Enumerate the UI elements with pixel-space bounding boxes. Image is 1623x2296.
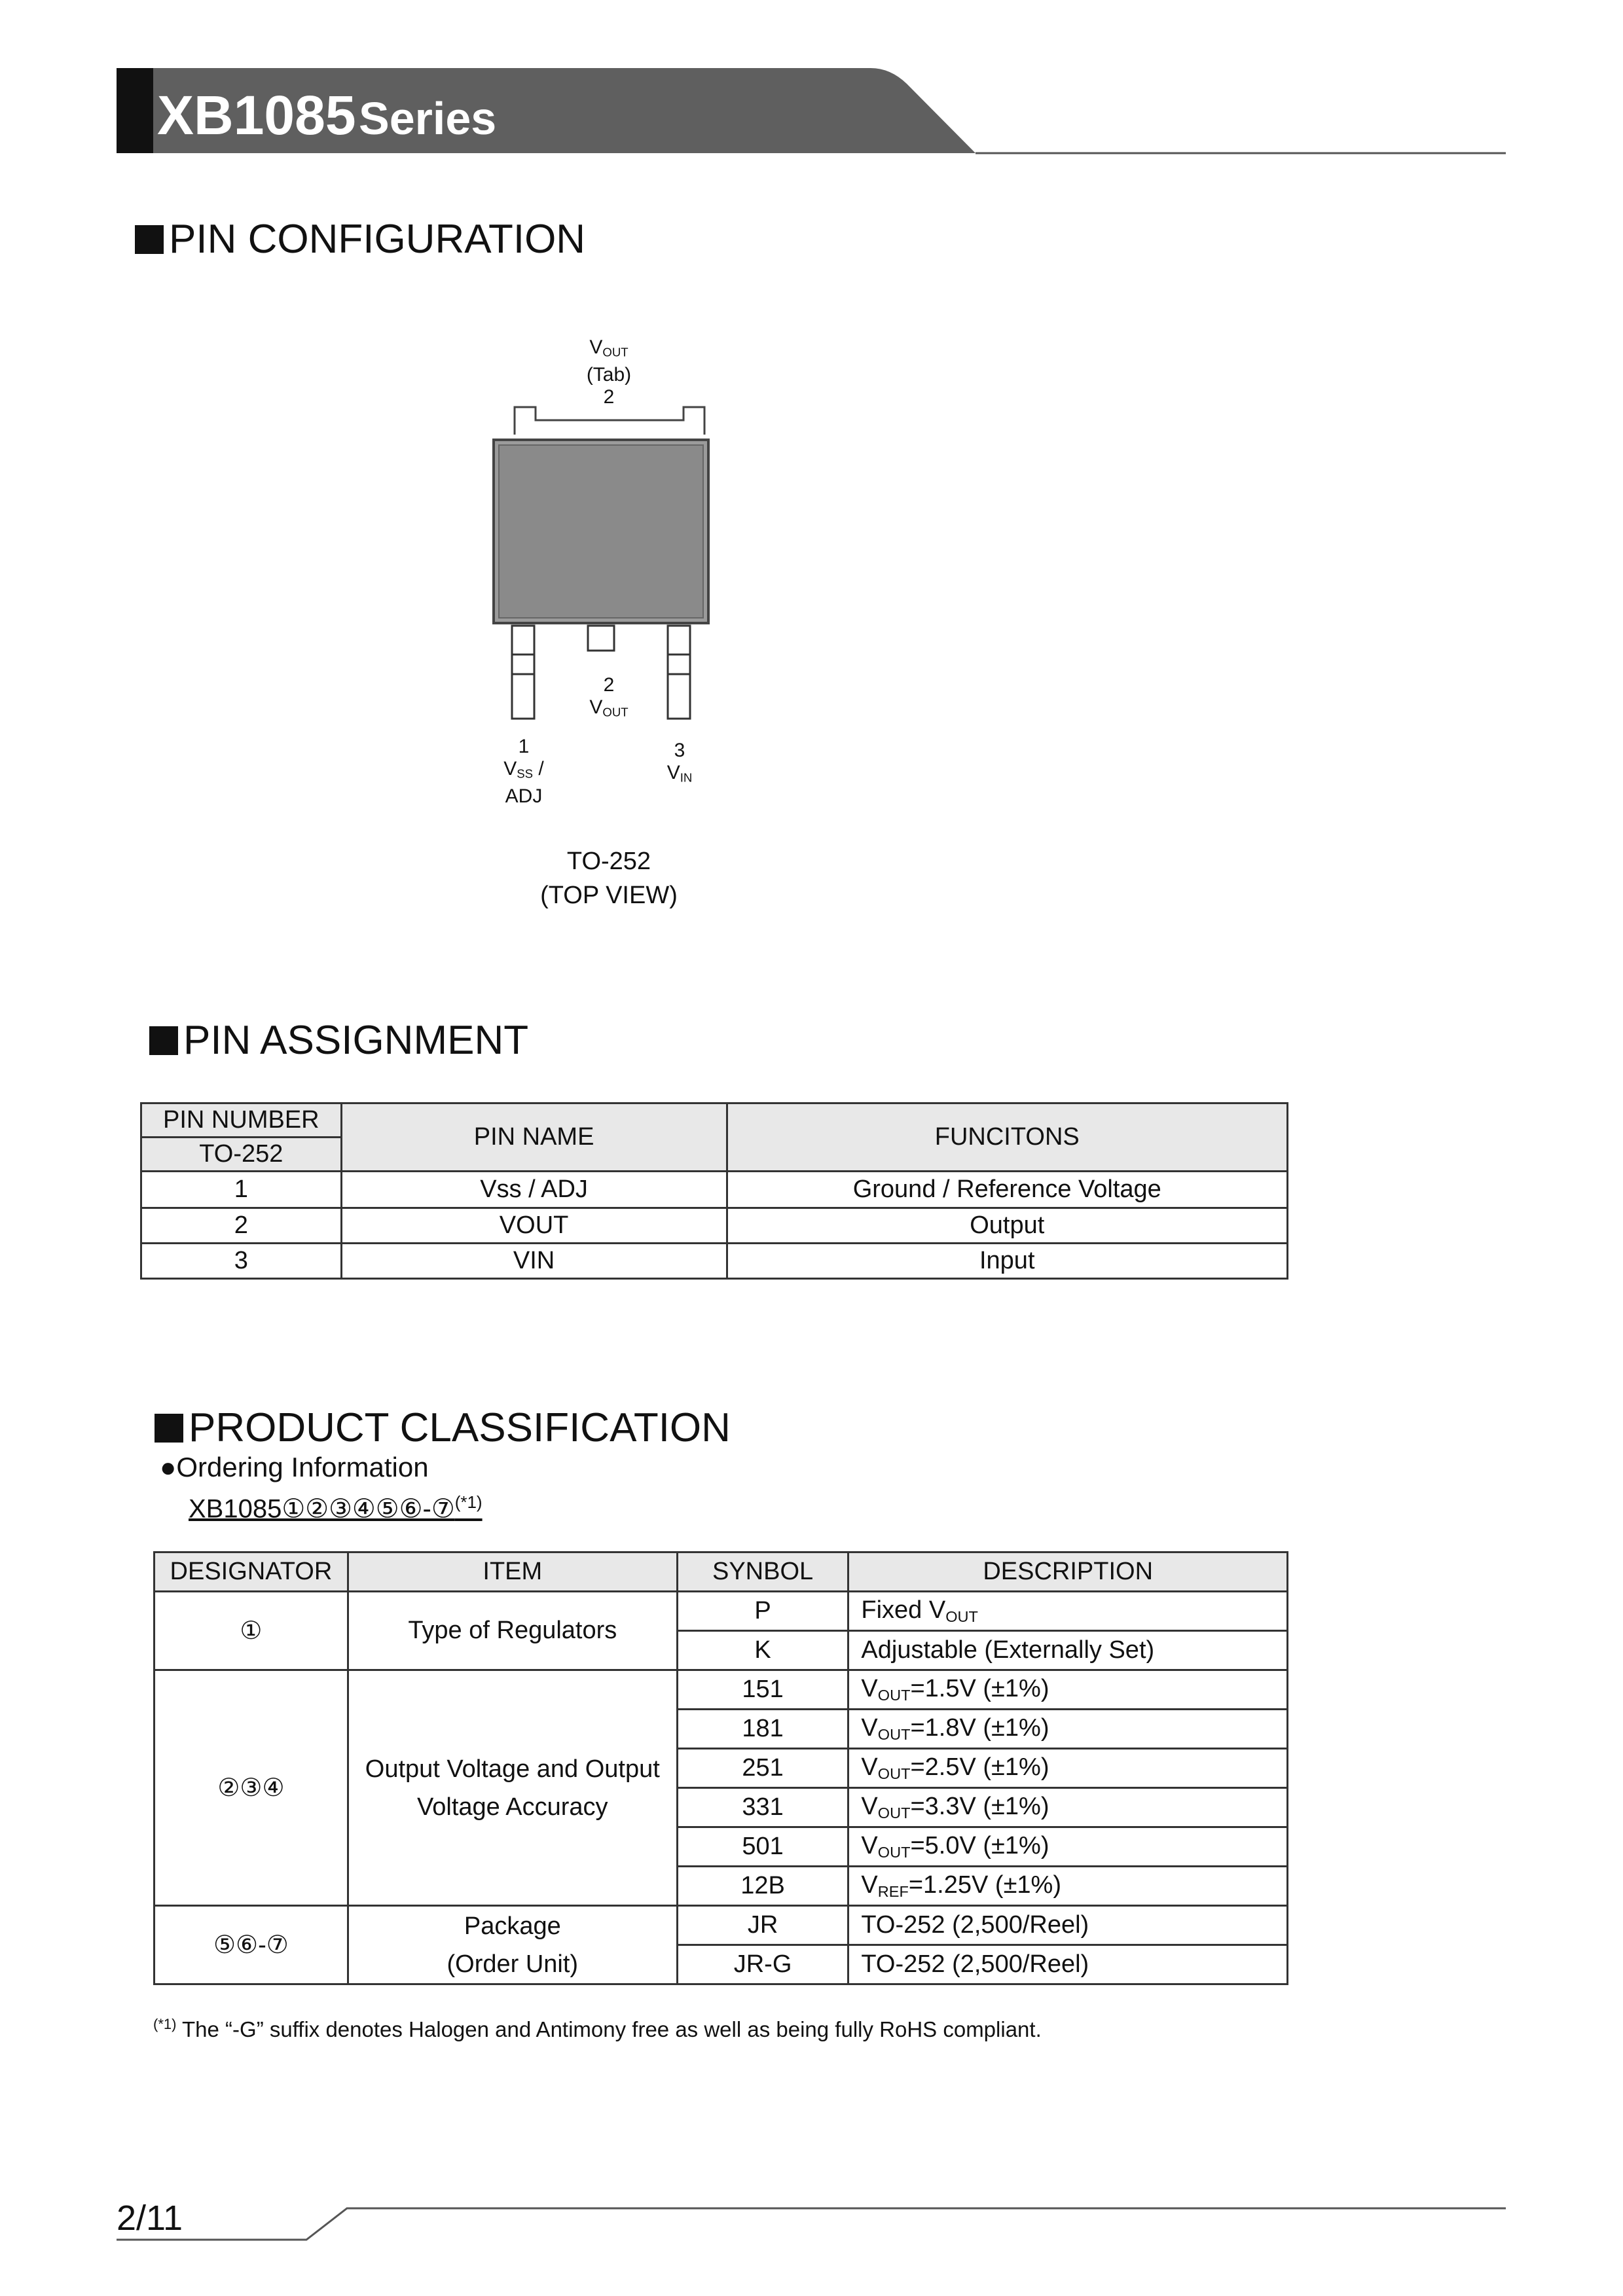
description-cell: $V_{OUT}=5.0V$ (±1%) <box>848 1827 1288 1867</box>
pin-number-cell: 2 <box>141 1208 342 1244</box>
pin-number-cell: 1 <box>141 1172 342 1208</box>
pin-name-cell: VOUT <box>341 1208 727 1244</box>
description-cell: Adjustable (Externally Set) <box>848 1631 1288 1670</box>
header-designator: DESIGNATOR <box>155 1552 348 1592</box>
description-cell: Fixed $V_{OUT}$ <box>848 1592 1288 1631</box>
pin-name-cell: VIN <box>341 1244 727 1279</box>
footnote: $^{(*1)}$ The “-G” suffix denotes Halogen and Antimony free as well as being fully RoHS compliant. <box>153 2016 1042 2041</box>
page-number: 2/11 <box>117 2198 183 2238</box>
designator-cell: ① <box>155 1592 348 1670</box>
description-cell: TO-252 (2,500/Reel) <box>848 1906 1288 1945</box>
symbol-cell: 251 <box>677 1749 848 1788</box>
item-cell: Output Voltage and Output Voltage Accuracy <box>348 1670 677 1906</box>
product-classification-title: PRODUCT CLASSIFICATION <box>155 1405 731 1451</box>
item-cell: Type of Regulators <box>348 1592 677 1670</box>
table-row <box>141 1244 1288 1279</box>
pin1-label: 1 $V_{SS}$ / ADJ <box>503 736 544 807</box>
symbol-cell: JR <box>677 1906 848 1945</box>
designator-cell: ②③④ <box>155 1670 348 1906</box>
symbol-cell: K <box>677 1631 848 1670</box>
description-cell: $V_{OUT}=1.5V$ (±1%) <box>848 1670 1288 1710</box>
table-row <box>155 1670 1288 1710</box>
pin3-label: 3 $V_{IN}$ <box>666 740 693 785</box>
square-bullet-icon <box>135 225 164 254</box>
symbol-cell: 151 <box>677 1670 848 1710</box>
pin-number-cell: 3 <box>141 1244 342 1279</box>
ordering-table <box>153 1551 1288 1985</box>
pin-function-cell: Input <box>727 1244 1288 1279</box>
header-item: ITEM <box>348 1552 677 1592</box>
pin-assignment-table <box>140 1102 1288 1280</box>
table-row <box>141 1172 1288 1208</box>
header-symbol: SYNBOL <box>677 1552 848 1592</box>
symbol-cell: JR-G <box>677 1945 848 1984</box>
header-pin-name: PIN NAME <box>341 1103 727 1172</box>
pin-function-cell: Output <box>727 1208 1288 1244</box>
description-cell: $V_{OUT}=1.8V$ (±1%) <box>848 1710 1288 1749</box>
series-title: XB1085 Series <box>157 84 497 146</box>
pin-assignment-title: PIN ASSIGNMENT <box>149 1017 528 1064</box>
header-description: DESCRIPTION <box>848 1552 1288 1592</box>
pin-configuration-title: PIN CONFIGURATION <box>135 216 585 262</box>
square-bullet-icon <box>155 1414 183 1443</box>
symbol-cell: P <box>677 1592 848 1631</box>
symbol-cell: 331 <box>677 1788 848 1827</box>
symbol-cell: 501 <box>677 1827 848 1867</box>
middle-pin-label: 2 $V_{OUT}$ <box>589 674 629 719</box>
ordering-information-label: ●Ordering Information <box>160 1452 429 1482</box>
pin-name-cell: Vss / ADJ <box>341 1172 727 1208</box>
order-code: XB1085①②③④⑤⑥-⑦$^{(*1)}$ <box>189 1492 483 1524</box>
description-cell: $V_{OUT}=2.5V$ (±1%) <box>848 1749 1288 1788</box>
footer-rule <box>0 2199 1623 2251</box>
description-cell: $V_{OUT}=3.3V$ (±1%) <box>848 1788 1288 1827</box>
table-row <box>155 1906 1288 1945</box>
header-package: TO-252 <box>141 1138 342 1172</box>
description-cell: TO-252 (2,500/Reel) <box>848 1945 1288 1984</box>
header-functions: FUNCITONS <box>727 1103 1288 1172</box>
package-caption: TO-252 (TOP VIEW) <box>540 848 678 909</box>
pin-function-cell: Ground / Reference Voltage <box>727 1172 1288 1208</box>
table-row <box>155 1592 1288 1631</box>
header-pin-number: PIN NUMBER <box>141 1103 342 1138</box>
square-bullet-icon <box>149 1026 178 1055</box>
description-cell: $V_{REF}=1.25V$ (±1%) <box>848 1867 1288 1906</box>
item-cell: Package (Order Unit) <box>348 1906 677 1984</box>
designator-cell: ⑤⑥-⑦ <box>155 1906 348 1984</box>
table-row <box>141 1208 1288 1244</box>
symbol-cell: 12B <box>677 1867 848 1906</box>
tab-pin-label: $V_{OUT}$ (Tab) 2 <box>586 336 632 408</box>
symbol-cell: 181 <box>677 1710 848 1749</box>
